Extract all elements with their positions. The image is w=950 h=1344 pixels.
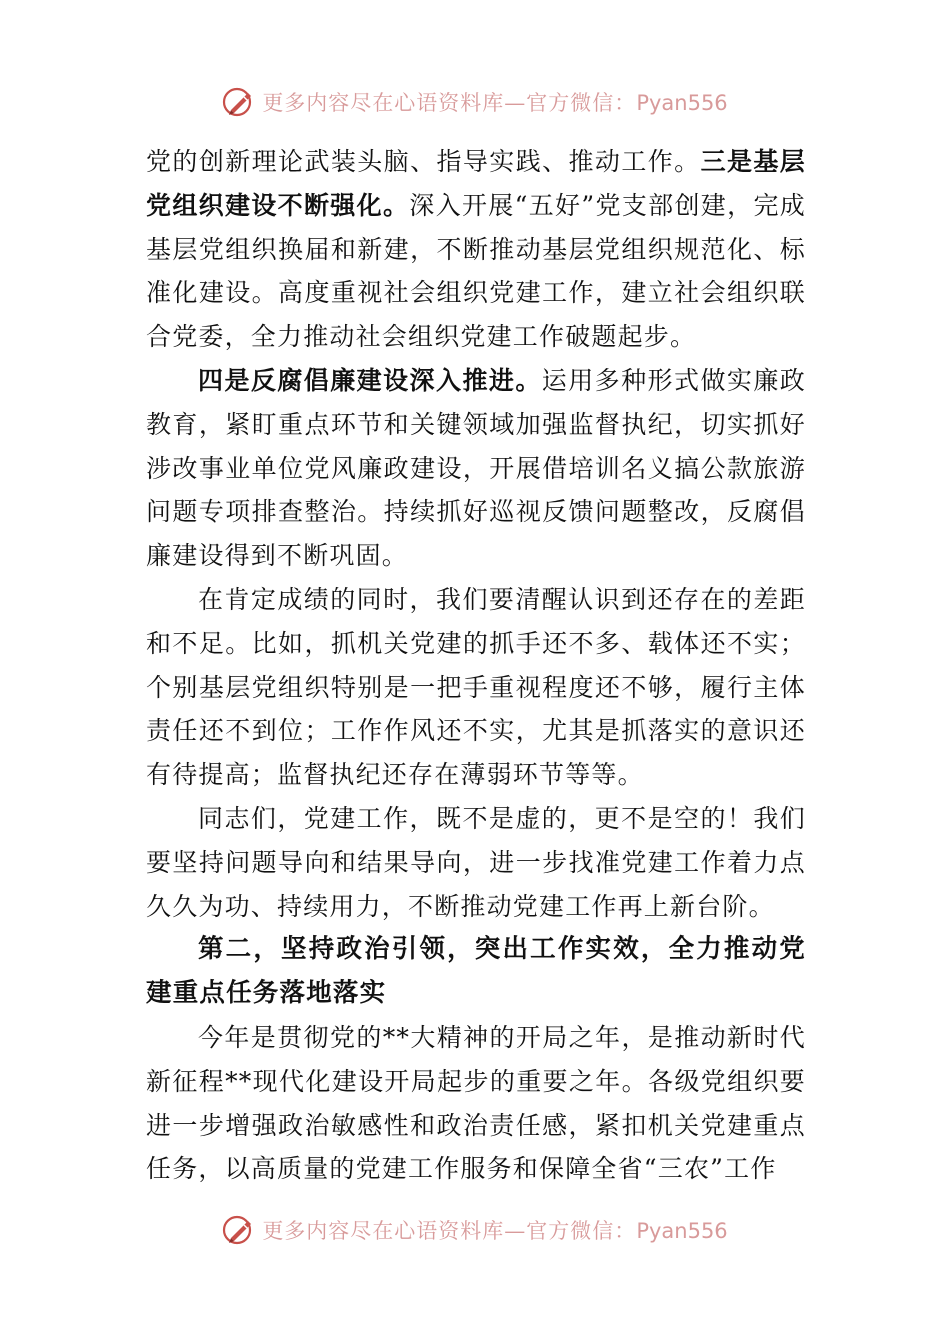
paragraph-3: 在肯定成绩的同时，我们要清醒认识到还存在的差距和不足。比如，抓机关党建的抓手还不多、载体还不实；个别基层党组织特别是一把手重视程度还不够，履行主体责任还不到位；工作作风还不实，尤其是抓落实的意识还有待提高；监督执纪还存在薄弱环节等等。: [146, 584, 806, 790]
document-body: [146, 140, 806, 1191]
bold-phrase: 三是基层党组织建设不断强化。: [146, 147, 807, 220]
bold-phrase: 四是反腐倡廉建设深入推进。: [198, 365, 542, 395]
pen-logo-icon: [222, 1213, 256, 1247]
paragraph-5: 今年是贯彻党的**大精神的开局之年，是推动新时代新征程**现代化建设开局起步的重要之年。各级党组织要进一步增强政治敏感性和政治责任感，紧扣机关党建重点任务，以高质量的党建工作服务和保障全省“三农”工作: [146, 1022, 806, 1184]
watermark-banner-bottom: [0, 1210, 950, 1250]
paragraph-2: 四是反腐倡廉建设深入推进。运用多种形式做实廉政教育，紧盯重点环节和关键领域加强监督执纪，切实抓好涉改事业单位党风廉政建设，开展借培训名义搞公款旅游问题专项排查整治。持续抓好巡视反馈问题整改，反腐倡廉建设得到不断巩固。: [146, 365, 806, 571]
paragraph-4: 同志们，党建工作，既不是虚的，更不是空的！我们要坚持问题导向和结果导向，进一步找准党建工作着力点久久为功、持续用力，不断推动党建工作再上新台阶。: [146, 803, 806, 921]
wechat-id: Pyan556: [636, 1219, 728, 1243]
wechat-id: Pyan556: [636, 91, 728, 115]
pen-logo-icon: [222, 85, 256, 119]
paragraph-1: 党的创新理论武装头脑、指导实践、推动工作。三是基层党组织建设不断强化。深入开展“五好”党支部创建，完成基层党组织换届和新建，不断推动基层党组织规范化、标准化建设。高度重视社会组织党建工作，建立社会组织联合党委，全力推动社会组织党建工作破题起步。: [146, 147, 807, 352]
watermark-text: 更多内容尽在心语资料库—官方微信：Pyan556: [262, 91, 728, 115]
section-heading: 第二，坚持政治引领，突出工作实效，全力推动党建重点任务落地落实: [146, 934, 806, 1009]
watermark-banner-top: [0, 82, 950, 122]
watermark-text: 更多内容尽在心语资料库—官方微信：Pyan556: [262, 1219, 728, 1243]
